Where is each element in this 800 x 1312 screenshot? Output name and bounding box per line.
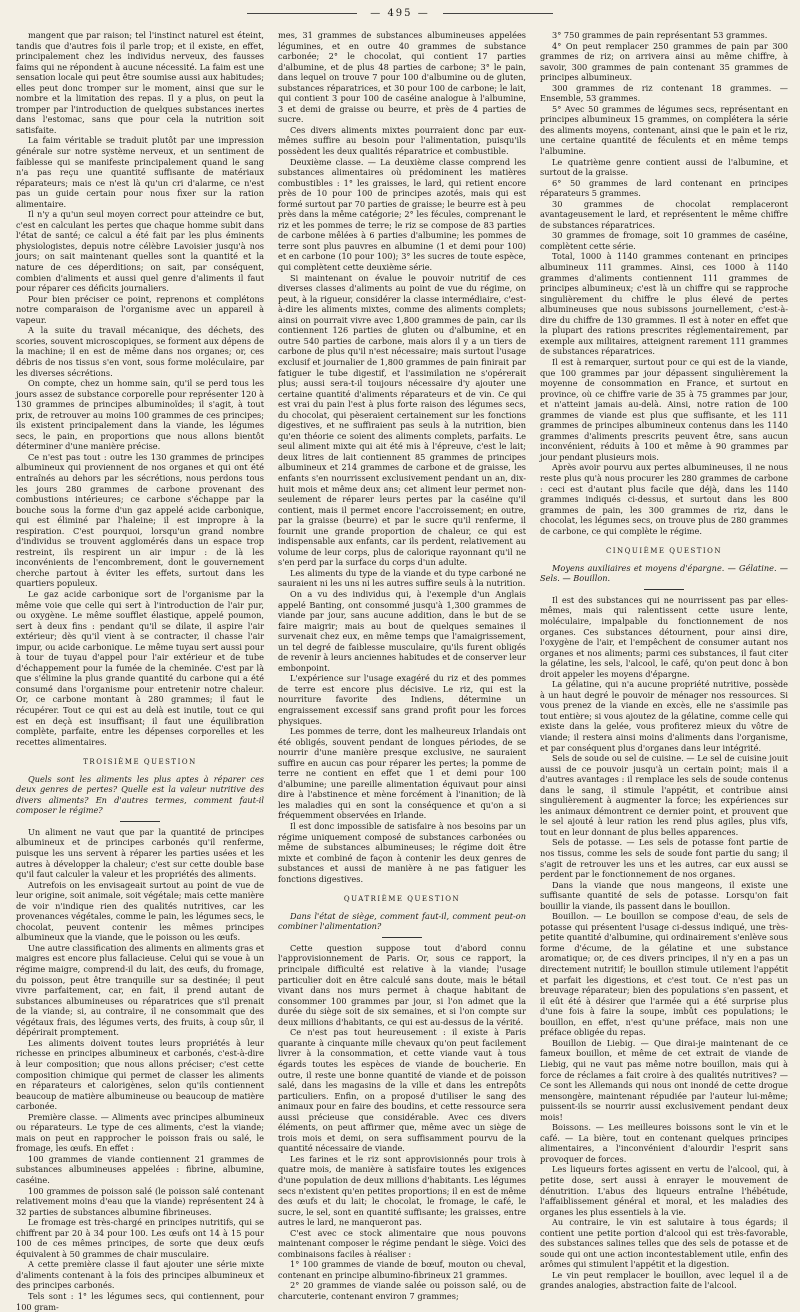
section-title-5: CINQUIÈME QUESTION <box>605 547 723 556</box>
header-rule-left <box>247 13 357 14</box>
question-5: Moyens auxiliaires et moyens d'épargne. — Gélatine. — Sels. — Bouillon. <box>540 562 788 584</box>
divider <box>644 589 684 590</box>
paragraph: Ces divers aliments mixtes pourraient donc par eux-mêmes suffire au besoin pour l'alimentation, puisqu'ils possèdent les deux qualités réparatrice et combustible. <box>278 124 526 157</box>
paragraph: Total, 1000 à 1140 grammes contenant en principes albumineux 111 grammes. Ainsi, ces 1000 à 1140 grammes d'aliments contiennent 111 grammes de principes albumineux; c'est là un chiffre qui se rapproche singulièrement du chiffre le plus élevé de pertes albumineuses que nous subissons journellement, c'est-à-dire du chiffre de 130 grammes. Il est à noter en effet que la plupart des rations prescrites réglementairement, par exemple aux militaires, atteignent rarement 111 grammes de substances réparatrices. <box>540 251 788 357</box>
paragraph: 3° 750 grammes de pain représentant 53 grammes. <box>552 30 768 40</box>
paragraph: 6° 50 grammes de lard contenant en principes réparateurs 5 grammes. <box>540 177 788 199</box>
paragraph: 30 grammes de chocolat remplaceront avantageusement le lard, et représentent le même chiffre de substances réparatrices. <box>540 198 788 230</box>
paragraph: Il est à remarquer, surtout pour ce qui est de la viande, que 100 grammes par jour dépassent singulièrement la moyenne de consommation en France, et surtout en province, où ce chiffre varie de 35 à 75 grammes par jour, et n'atteint jamais au-delà. Ainsi, notre ration de 100 grammes de viande est plus que suffisante, et les 111 grammes de principes albumineux contenus dans les 1140 grammes d'aliments prescrits peuvent être, sans aucun inconvénient, réduits à 100 et même à 90 grammes par jour pendant plusieurs mois. <box>540 356 788 462</box>
header-rule-right <box>443 13 553 14</box>
paragraph: Deuxième classe. — La deuxième classe comprend les substances alimentaires où prédominent les matières combustibles : 1° les graisses, le lard, qui retient encore près de 10 pour 100 de principes azotés, mais qui est formé surtout par 70 parties de graisse; le beurre est à peu près dans la même catégorie; 2° les fécules, comprenant le riz et les pommes de terre; le riz se compose de 83 parties de carbone mêlées à 6 parties d'albumine; les pommes de terre sont plus pauvres en albumine (1 et demi pour 100) et en carbone (10 pour 100); 3° les sucres de toute espèce, qui complètent cette deuxième série. <box>278 156 526 273</box>
paragraph: 4° On peut remplacer 250 grammes de pain par 300 grammes de riz; on arrivera ainsi au même chiffre, à savoir, 300 grammes de pain contenant 35 grammes de principes albumineux. <box>540 40 788 83</box>
paragraph: Les liqueurs fortes agissent en vertu de l'alcool, qui, à petite dose, sert aussi à enrayer le mouvement de dénutrition. L'abus des liqueurs entraîne l'hébétude, l'affaiblissement général et moral, et les maladies des organes les plus essentiels à la vie. <box>540 1164 788 1217</box>
paragraph: 300 grammes de riz contenant 18 grammes. — Ensemble, 53 grammes. <box>540 82 788 104</box>
section-title-3: TROISIÈME QUESTION <box>83 758 197 767</box>
paragraph: Le fromage est très-chargé en principes nutritifs, qui se chiffrent par 20 à 34 pour 100. Les œufs ont 14 à 15 pour 100 de ces mêmes principes, de sorte que deux œufs équivalent à 50 grammes de chair musculaire. <box>16 1217 264 1259</box>
paragraph: Les aliments du type de la viande et du type carboné ne sauraient ni les uns ni les autres suffire seuls à la nutrition. <box>278 567 526 589</box>
column-2 <box>278 30 526 1301</box>
paragraph: Il est des substances qui ne nourrissent pas par elles-mêmes, mais qui ralentissent cette usure lente, moléculaire, impalpable du fonctionnement de nos organes. Ces substances détournent, pour ainsi dire, l'oxygène de l'air, et l'empêchent de consumer autant nos organes et nos aliments; parmi ces substances, il faut citer la gélatine, les sels, l'alcool, le café, qu'on peut donc à bon droit appeler les moyens d'épargne. <box>540 594 788 679</box>
paragraph: Les farines et le riz sont approvisionnés pour trois à quatre mois, de manière à satisfaire toutes les exigences d'une population de deux millions d'habitants. Les légumes secs n'existent qu'en petites proportions; il en est de même des œufs et du lait; le chocolat, le fromage, le café, le sucre, le sel, sont en quantité suffisante; les graisses, entre autres le lard, ne manqueront pas. <box>278 1153 526 1228</box>
paragraph: Tels sont : 1° les légumes secs, qui contiennent, pour 100 gram- <box>16 1290 264 1312</box>
paragraph: 30 grammes de fromage, soit 10 grammes de caséine, complètent cette série. <box>540 230 788 251</box>
paragraph: Le vin peut remplacer le bouillon, avec lequel il a de grandes analogies, abstraction faite de l'alcool. <box>540 1269 788 1291</box>
section-title-4: QUATRIÈME QUESTION <box>343 895 461 904</box>
paragraph: A la suite du travail mécanique, des déchets, des scories, souvent microscopiques, se forment aux dépens de la machine; il en est de même dans nos organes; or, ces débris de nos tissus s'en vont, sous forme moléculaire, par les diverses sécrétions. <box>16 325 264 378</box>
paragraph: On compte, chez un homme sain, qu'il se perd tous les jours assez de substance corporelle pour représenter 120 à 130 grammes de principes albuminoïdes; il s'agit, à tout prix, de retrouver au moins 100 grammes de ces principes; ils existent principalement dans la viande, les légumes secs, le pain, en proportions que nous allons bientôt déterminer d'une manière précise. <box>16 378 264 452</box>
paragraph: Pour bien préciser ce point, reprenons et complétons notre comparaison de l'organisme avec un appareil à vapeur. <box>16 293 264 325</box>
paragraph: Les aliments doivent toutes leurs propriétés à leur richesse en principes albumineux et carbonés, c'est-à-dire à leur composition; que nous allons préciser; c'est cette composition chimique qui permet de classer les aliments en réparateurs et calorigènes, selon qu'ils contiennent beaucoup de matière albumineuse ou beaucoup de matière carbonée. <box>16 1037 264 1112</box>
paragraph: 5° Avec 50 grammes de légumes secs, représentant en principes albumineux 15 grammes, on complétera la série des aliments moyens, contenant, ainsi que le pain et le riz, une certaine quantité de féculents et en même temps l'albumine. <box>540 103 788 157</box>
page-header <box>0 8 800 30</box>
paragraph: Le gaz acide carbonique sort de l'organisme par la même voie que celle qui sert à l'introduction de l'air pur, ou oxygène. Le même soufflet élastique, appelé poumon, sert à deux fins : pendant qu'il se dilate, il aspire l'air extérieur; dès qu'il vient à se contracter, il chasse l'air impur, ou acide carbonique. Le même tuyau sert aussi pour à tour de tuyau d'appel pour l'air extérieur et de tube d'échappement pour la fumée de la cheminée. C'est par là que s'élimine la plus grande quantité du carbone qui a été consumé dans l'organisme pour entretenir notre chaleur. Or, ce carbone montant à 280 grammes; il faut le récupérer. Tout ce qui est au delà est inutile, tout ce qui est en deçà est insuffisant; il faut une équilibration complète, parfaite, entre les dépenses corporelles et les recettes alimentaires. <box>16 588 264 747</box>
column-3 <box>540 30 788 1291</box>
paragraph: Les pommes de terre, dont les malheureux Irlandais ont été obligés, souvent pendant de longues périodes, de se nourrir d'une manière presque exclusive, ne sauraient suffire en aucun cas pour réparer les pertes; la pomme de terre ne contient en effet que 1 et demi pour 100 d'albumine; une pareille alimentation équivaut pour ainsi dire à l'abstinence et mène forcément à l'inanition; de là les maladies qui en sont la conséquence et qu'on a si fréquemment observées en Irlande. <box>278 726 526 821</box>
paragraph: Autrefois on les envisageait surtout au point de vue de leur origine, soit animale, soit végétale; mais cette manière de voir n'indique rien des qualités nutritives, car les provenances végétales, comme le pain, les légumes secs, le chocolat, peuvent contenir les mêmes principes albumineux que la viande, que le poisson ou les œufs. <box>16 879 264 943</box>
paragraph: Ce n'est pas tout heureusement : il existe à Paris quarante à cinquante mille chevaux qu'on peut facilement livrer à la consommation, et cette viande vaut à tous égards toutes les espèces de viande de boucherie. En outre, il reste une bonne quantité de viande et de poisson salé, dans les magasins de la ville et dans les entrepôts particuliers. Enfin, on a proposé d'utiliser le sang des animaux pour en faire des boudins, et cette ressource sera aussi précieuse que considérable. Avec ces divers éléments, on peut affirmer que, même avec un siège de trois mois et demi, on sera suffisamment pourvu de la quantité nécessaire de viande. <box>278 1027 526 1154</box>
question-3: Quels sont les aliments les plus aptes à réparer ces deux genres de pertes? Quelle est la valeur nutritive des divers aliments? En d'autres termes, comment faut-il composer le régime? <box>16 773 264 816</box>
paragraph: Après avoir pourvu aux pertes albumineuses, il ne nous reste plus qu'à nous procurer les 280 grammes de carbone : ceci est d'autant plus facile que déjà, dans les 1140 grammes indiqués ci-dessus, et surtout dans les 800 grammes de pain, les 300 grammes de riz, dans le chocolat, les légumes secs, on trouve plus de 280 grammes de carbone, ce qui complète le régime. <box>540 462 788 536</box>
paragraph: Sels de soude ou sel de cuisine. — Le sel de cuisine jouit aussi de ce pouvoir jusqu'à un certain point; mais il a d'autres avantages : il remplace les sels de soude contenus dans le sang, il stimule l'appétit, et contribue ainsi singulièrement à augmenter la force; les expériences sur les animaux démontrent ce dernier point, et prouvent que le sel ajouté à leur ration les rend plus agiles, plus vifs, tout en leur donnant de plus belles apparences. <box>540 753 788 837</box>
paragraph: Un aliment ne vaut que par la quantité de principes albumineux et de principes carbonés qu'il renferme, puisque les uns servent à réparer les parties usées et les autres à développer la chaleur; c'est sur cette double base qu'il faut calculer la valeur et les propriétés des aliments. <box>16 826 264 880</box>
paragraph: Il n'y a qu'un seul moyen correct pour atteindre ce but, c'est en calculant les pertes que chaque homme subit dans l'état de santé; ce calcul a été fait par les plus éminents physiologistes, depuis notre célèbre Lavoisier jusqu'à nos jours; on sait maintenant quelles sont la quantité et la nature de ces déperditions; on sait, par conséquent, combien d'aliments et aussi quel genre d'aliments il faut pour réparer ces déficits journaliers. <box>16 209 264 294</box>
paragraph: Le quatrième genre contient aussi de l'albumine, et surtout de la graisse. <box>540 156 788 178</box>
paragraph: Première classe. — Aliments avec principes albumineux ou réparateurs. Le type de ces aliments, c'est la viande; mais on peut en rapprocher le poisson frais ou salé, le fromage, les œufs. En effet : <box>16 1111 264 1154</box>
paragraph: La faim véritable se traduit plutôt par une impression générale sur notre système nerveux, et un sentiment de faiblesse qui se manifeste principalement quand le sang n'a pas reçu une quantité suffisante de matériaux réparateurs; mais ce n'est là qu'un cri d'alarme, ce n'est pas un guide certain pour nous fixer sur la ration alimentaire. <box>16 135 264 209</box>
paragraph: Bouillon. — Le bouillon se compose d'eau, de sels de potasse qui présentent l'usage ci-dessus indiqué, une très-petite quantité d'albumine, qui ordinairement s'enlève sous forme d'écume, de la gélatine et une substance aromatique; or, de ces divers principes, il n'y en a pas un directement nutritif; le bouillon stimule utilement l'appétit et parfait les digestions, et c'est tout. Ce n'est pas un breuvage réparateur; bien des populations s'en passent, et il eût été à désirer que l'armée qui a été surprise plus d'une fois à faire la soupe, imbût ces populations; le bouillon, en effet, n'est qu'une préface, mais non une préface obligée du repas. <box>540 911 788 1038</box>
paragraph: Sels de potasse. — Les sels de potasse font partie de nos tissus, comme les sels de soude font partie du sang; il s'agit de retrouver les uns et les autres, car eux aussi se perdent par le fonctionnement de nos organes. <box>540 837 788 880</box>
paragraph: 100 grammes de viande contiennent 21 grammes de substances albumineuses appelées : fibrine, albumine, caséine. <box>16 1153 264 1185</box>
paragraph: 1° 100 grammes de viande de bœuf, mouton ou cheval, contenant en principe albumino-fibrineux 21 grammes. <box>278 1259 526 1280</box>
paragraph: L'expérience sur l'usage exagéré du riz et des pommes de terre est encore plus décisive. Le riz, qui est la nourriture favorite des Indiens, détermine un engraissement excessif sans grand profit pour les forces physiques. <box>278 673 526 726</box>
paragraph: mangent que par raison; tel l'instinct naturel est éteint, tandis que d'autres fois il parle trop; et il existe, en effet, principalement chez les individus nerveux, des fausses faims qui ne répondent à aucune nécessité. La faim est une sensation locale qui peut être soumise aussi aux habitudes; elles peut donc tromper sur le moment, ainsi que sur le nombre et la limitation des repas. Il y a plus, on peut la tromper par l'introduction de quelques substances inertes dans l'estomac, sans que pour cela la nutrition soit satisfaite. <box>16 30 264 135</box>
paragraph: 100 grammes de poisson salé (le poisson salé contenant relativement moins d'eau que la viande) représentent 24 à 32 parties de substances albumine fibrineuses. <box>16 1185 264 1217</box>
divider <box>382 937 422 938</box>
question-4: Dans l'état de siège, comment faut-il, comment peut-on combiner l'alimentation? <box>278 910 526 932</box>
paragraph: On a vu des individus qui, à l'exemple d'un Anglais appelé Banting, ont consommé jusqu'à 1,300 grammes de viande par jour, sans aucune addition, dans le but de se faire maigrir; mais au bout de quelques semaines il survenait chez eux, en même temps que l'amaigrissement, un tel degré de faiblesse musculaire, qu'ils furent obligés de revenir à leurs anciennes habitudes et de conserver leur embonpoint. <box>278 588 526 673</box>
divider <box>120 821 160 822</box>
paragraph: 2° 20 grammes de viande salée ou poisson salé, ou de charcuterie, contenant environ 7 grammes; <box>278 1280 526 1301</box>
paragraph: C'est avec ce stock alimentaire que nous pouvons maintenant composer le régime pendant le siège. Voici des combinaisons faciles à réaliser : <box>278 1227 526 1259</box>
text-columns <box>16 30 788 1312</box>
paragraph: Boissons. — Les meilleures boissons sont le vin et le café. — La bière, tout en contenant quelques principes alimentaires, a l'inconvénient d'alourdir l'esprit sans provoquer de forces. <box>540 1122 788 1164</box>
paragraph: Bouillon de Liebig. — Que dirai-je maintenant de ce fameux bouillon, et même de cet extrait de viande de Liebig, qui ne vaut pas même notre bouillon, mais qui à force de réclames a fait croire à des qualités nutritives? — Ce sont les Allemands qui nous ont inondé de cette drogue mensongère, maintenant répudiée par l'auteur lui-même; puissent-ils se nourrir aussi exclusivement pendant deux mois! <box>540 1037 788 1122</box>
paragraph: Une autre classification des aliments en aliments gras et maigres est encore plus fallacieuse. Celui qui se voue à un régime maigre, comprend-il du lait, des œufs, du fromage, du poisson, peut être tranquille sur sa destinée; il peut vivre parfaitement, car, en fait, il prend autant de substances albumineuses ou réparatrices que s'il prenait de la viande; si, au contraire, il ne consommait que des végétaux frais, des légumes verts, des fruits, à coup sûr, il dépérirait promptement. <box>16 942 264 1038</box>
column-1 <box>16 30 264 1312</box>
paragraph: A cette première classe il faut ajouter une série mixte d'aliments contenant à la fois des principes albumineux et des principes carbonés. <box>16 1259 264 1291</box>
paragraph: La gélatine, qui n'a aucune propriété nutritive, possède à un haut degré le pouvoir de ménager nos ressources. Si vous prenez de la viande en excès, elle ne s'assimile pas tout entière; si vous ajoutez de la gélatine, comme celle qui existe dans la gelée, vous profiterez mieux du vôtre de viande; il restera ainsi moins d'aliments dans l'organisme, et par conséquent plus d'organes dans leur intégrité. <box>540 679 788 753</box>
page-number: — 495 — <box>370 8 430 19</box>
paragraph: Il est donc impossible de satisfaire à nos besoins par un régime uniquement composé de substances carbonées ou même de substances albumineuses; le régime doit être mixte et combiné de façon à contenir les deux genres de substances et aussi de manière à ne pas fatiguer les fonctions digestives. <box>278 821 526 884</box>
paragraph: Dans la viande que nous mangeons, il existe une suffisante quantité de sels de potasse. Lorsqu'on fait bouillir la viande, ils passent dans le bouillon. <box>540 879 788 911</box>
paragraph: Cette question suppose tout d'abord connu l'approvisionnement de Paris. Or, sous ce rapport, la principale difficulté est relative à la viande; l'usage particulier doit en être calculé sans doute, mais le bétail vivant dans nos murs permet à chaque habitant de consommer 100 grammes par jour, si l'on admet que la durée du siège soit de six semaines, et si l'on compte sur deux millions d'habitants, ce qui est au-dessus de la vérité. <box>278 942 526 1027</box>
paragraph: Au contraire, le vin est salutaire à tous égards; il contient une petite portion d'alcool qui est très-favorable, des substances salines telles que des sels de potasse et de soude qui ont une action incontestablement utile, enfin des arômes qui stimulent l'appétit et la digestion. <box>540 1217 788 1270</box>
paragraph: Ce n'est pas tout : outre les 130 grammes de principes albumineux qui proviennent de nos organes et qui ont été entraînés au dehors par les sécrétions, nous perdons tous les jours 280 grammes de carbone provenant des combustions intérieures; ce carbone s'échappe par la bouche sous la forme d'un gaz appelé acide carbonique, qui est éliminé par l'haleine; il est impropre à la respiration. C'est pourquoi, lorsqu'un grand nombre d'individus se trouvent agglomérés dans un espace trop restreint, ils respirent un air impur : de là les inconvénients de l'encombrement, dont le gouvernement cherche partout à éviter les effets, surtout dans les quartiers populeux. <box>16 451 264 589</box>
paragraph: mes, 31 grammes de substances albumineuses appelées légumines, et en outre 40 grammes de substance carbonée; 2° le chocolat, qui contient 17 parties d'albumine, et de plus 48 parties de carbone; 3° le pain, dans lequel on trouve 7 pour 100 d'albumine ou de gluten, substances réparatrices, et 30 pour 100 de carbone; le lait, qui contient 3 pour 100 de caséine analogue à l'albumine, 3 et demi de graisse ou beurre, et près de 4 parties de sucre. <box>278 30 526 125</box>
paragraph: Si maintenant on évalue le pouvoir nutritif de ces diverses classes d'aliments au point de vue du régime, on peut, à la rigueur, considérer la classe intermédiaire, c'est-à-dire les aliments mixtes, comme des aliments complets; ainsi on pourrait vivre avec 1,800 grammes de pain, car ils contiennent 126 parties de gluten ou d'albumine, et en outre 540 parties de carbone, mais alors il y a un tiers de carbone de plus qu'il n'est nécessaire; mais surtout l'usage exclusif et journalier de 1,800 grammes de pain finirait par fatiguer le tube digestif, et l'assimilation ne s'opérerait plus; aussi sera-t-il toujours nécessaire d'y ajouter une certaine quantité d'aliments réparateurs et de vin. Ce qui est vrai du pain l'est à plus forte raison des légumes secs, du chocolat, qui pèseraient certainement sur les fonctions digestives, et ne suffiraient pas seuls à la nutrition, bien qu'en théorie ce soient des aliments complets, parfaits. Le seul aliment mixte qui ait été mis à l'épreuve, c'est le lait; deux litres de lait contiennent 85 grammes de principes albumineux et 214 grammes de carbone et de graisse, les enfants s'en nourrissent exclusivement pendant un an, dix-huit mois et même deux ans; cet aliment leur permet non-seulement de réparer leurs pertes par la caséine qu'il contient, mais il permet encore l'accroissement; en outre, par la graisse (beurre) et par le sucre qu'il renferme, il fournit une grande proportion de chaleur, ce qui est indispensable aux enfants, car ils perdent, relativement au volume de leur corps, plus de calorique rayonnant qu'il ne s'en perd par la surface du corps d'un adulte. <box>278 272 526 568</box>
